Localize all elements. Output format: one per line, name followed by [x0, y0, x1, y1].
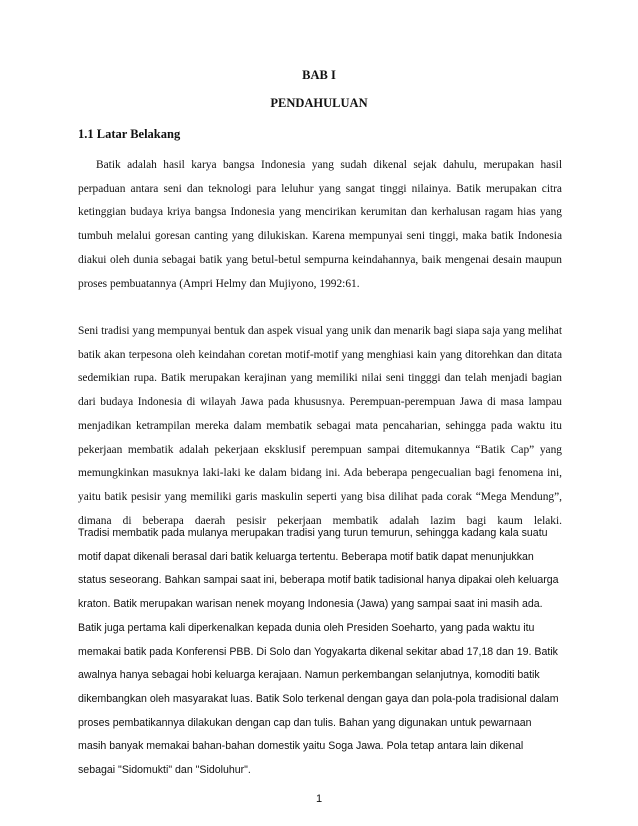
- section-heading: 1.1 Latar Belakang: [78, 127, 181, 141]
- paragraph-2: Seni tradisi yang mempunyai bentuk dan aspek visual yang unik dan menarik bagi siapa saja yang melihat batik akan terpesona oleh keindahan coretan motif-motif yang menghiasi kain yang ditorehkan dan ditata sedemikian rupa. Batik merupakan kerajinan yang memiliki nilai seni tingggi dan telah menjadi bagian dari budaya Indonesia di wilayah Jawa pada khususnya. Perempuan-perempuan Jawa di masa lampau menjadikan ketrampilan mereka dalam membatik sebagai mata pencaharian, sehingga pada waktu itu pekerjaan membatik adalah pekerjaan eksklusif perempuan sampai ditemukannya “Batik Cap” yang memungkinkan masuknya laki-laki ke dalam bidang ini. Ada beberapa pengecualian bagi fenomena ini, yaitu batik pesisir yang memiliki garis maskulin seperti yang bisa dilihat pada corak “Mega Mendung”, dimana di beberapa daerah pesisir pekerjaan membatik adalah lazim bagi kaum lelaki.: [78, 325, 562, 527]
- paragraph-3: Tradisi membatik pada mulanya merupakan tradisi yang turun temurun, sehingga kadang kala suatu motif dapat dikenali berasal dari batik keluarga tertentu. Beberapa motif batik dapat menunjukkan status seseorang. Bahkan sampai saat ini, beberapa motif batik tadisional hanya dipakai oleh keluarga kraton. Batik merupakan warisan nenek moyang Indonesia (Jawa) yang sampai saat ini masih ada. Batik juga pertama kali diperkenalkan kepada dunia oleh Presiden Soeharto, yang pada waktu itu memakai batik pada Konferensi PBB. Di Solo dan Yogyakarta dikenal sekitar abad 17,18 dan 19. Batik awalnya hanya sebagai hobi keluarga kerajaan. Namun perkembangan selanjutnya, komoditi batik dikembangkan oleh masyarakat luas. Batik Solo terkenal dengan gaya dan pola-pola tradisional dalam proses pembatikannya dilakukan dengan cap dan tulis. Bahan yang digunakan untuk pewarnaan masih banyak memakai bahan-bahan domestik yaitu Soga Jawa. Pola tetap antara lain dikenal sebagai "Sidomukti" dan "Sidoluhur".: [78, 527, 559, 777]
- page-number: 1: [315, 793, 323, 805]
- chapter-label: BAB I: [302, 68, 336, 82]
- chapter-title: PENDAHULUAN: [270, 96, 368, 110]
- paragraph-1: Batik adalah hasil karya bangsa Indonesia yang sudah dikenal sejak dahulu, merupakan hasil perpaduan antara seni dan teknologi para leluhur yang sangat tinggi nilainya. Batik merupakan citra ketinggian budaya kriya bangsa Indonesia yang mencirikan kerumitan dan kerhalusan ragam hias yang tumbuh melalui goresan canting yang dilukiskan. Karena mempunyai seni tinggi, maka batik Indonesia diakui oleh dunia sebagai batik yang betul-betul sempurna keindahannya, baik mengenai desain maupun proses pembuatannya (Ampri Helmy dan Mujiyono, 1992:61.: [78, 159, 562, 290]
